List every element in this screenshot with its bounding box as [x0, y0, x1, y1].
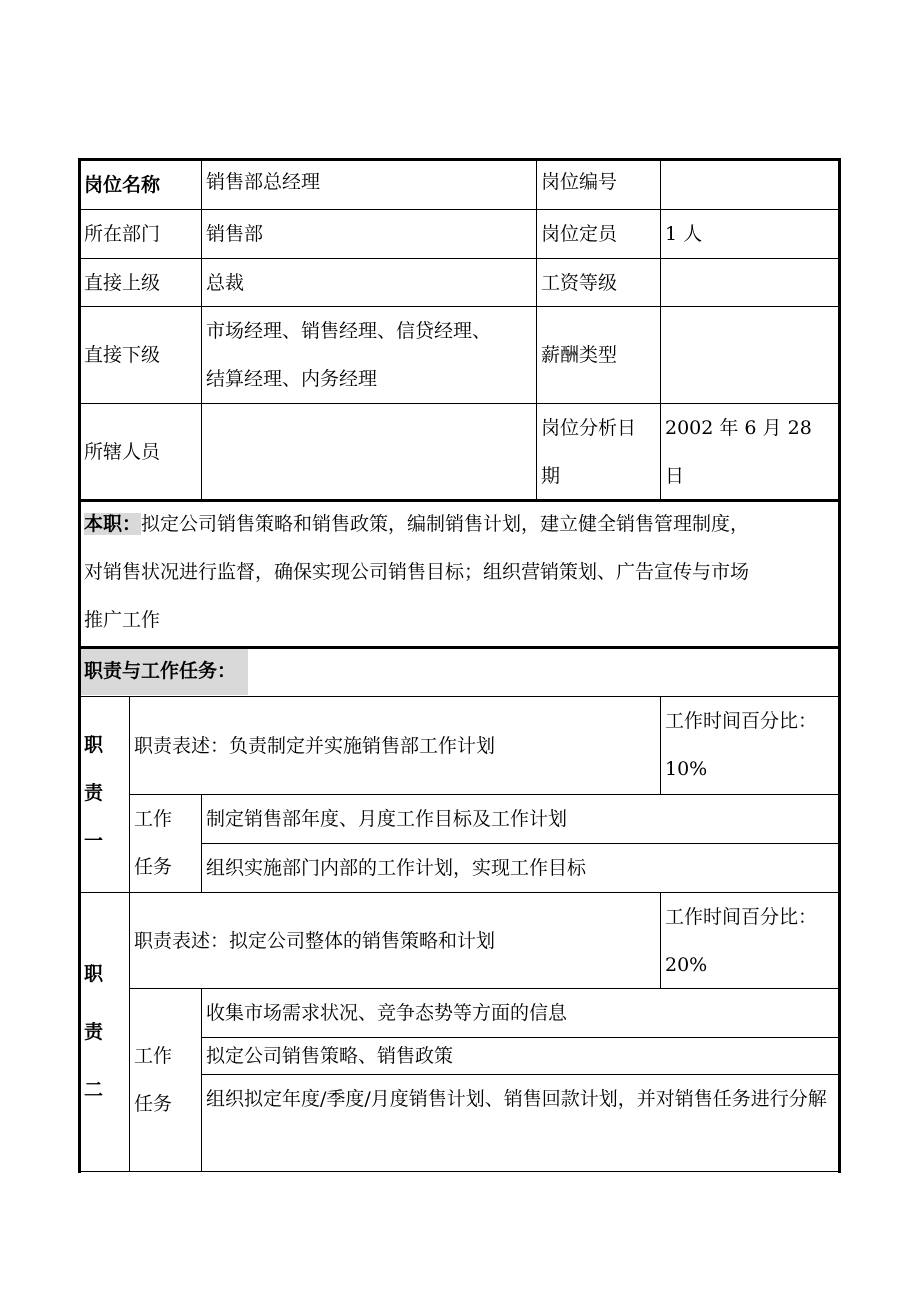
subordinates-line: 市场经理、销售经理、信贷经理、 [206, 320, 492, 342]
summary-label: 本职： [84, 513, 142, 535]
summary-line: 对销售状况进行监督，确保实现公司销售目标；组织营销策划、广告宣传与市场 [84, 561, 750, 583]
table-left-rule [78, 158, 81, 1173]
duty-name-char: 责 [84, 1021, 104, 1043]
duty-name-char: 责 [84, 782, 104, 804]
label-subordinates: 直接下级 [79, 306, 202, 404]
section-rule [79, 646, 841, 649]
task-label-line: 任务 [134, 856, 173, 878]
duties-header-row [79, 646, 839, 697]
duty-2-name [79, 892, 130, 1172]
value-subordinates [201, 306, 537, 404]
label-line: 期 [541, 465, 561, 487]
duty-2-task: 拟定公司销售策略、销售政策 [201, 1037, 839, 1075]
label-department: 所在部门 [79, 209, 202, 259]
label-pay-type: 薪酬类型 [536, 306, 661, 404]
task-label-line: 工作 [134, 1045, 173, 1067]
value-analysis-date [660, 403, 839, 500]
duty-1-time-percentage [660, 696, 839, 795]
duty-name-char: 二 [84, 1079, 104, 1101]
summary-section [79, 499, 839, 647]
duty-1-description: 职责表述：负责制定并实施销售部工作计划 [129, 696, 661, 795]
duty-name-char: 职 [84, 734, 104, 756]
task-label-line: 工作 [134, 808, 173, 830]
duty-2-description: 职责表述：拟定公司整体的销售策略和计划 [129, 892, 661, 989]
date-line: 日 [665, 465, 685, 487]
value-staff [201, 403, 537, 500]
pct-label: 工作时间百分比： [665, 906, 818, 928]
label-job-code: 岗位编号 [536, 159, 661, 210]
duty-name-char: 职 [84, 963, 104, 985]
table-top-rule [79, 158, 841, 161]
label-job-title: 岗位名称 [79, 159, 202, 210]
value-department: 销售部 [201, 209, 537, 259]
subordinates-line: 结算经理、内务经理 [206, 368, 378, 390]
label-salary-grade: 工资等级 [536, 258, 661, 307]
duty-2-time-percentage [660, 892, 839, 989]
pct-label: 工作时间百分比： [665, 710, 818, 732]
label-staff: 所辖人员 [79, 403, 202, 500]
task-label-line: 任务 [134, 1093, 173, 1115]
duty-2-task: 组织拟定年度/季度/月度销售计划、销售回款计划，并对销售任务进行分解 [201, 1074, 839, 1172]
label-headcount: 岗位定员 [536, 209, 661, 259]
duty-1-task: 制定销售部年度、月度工作目标及工作计划 [201, 794, 839, 844]
pct-value: 20% [665, 954, 708, 976]
value-salary-grade [660, 258, 839, 307]
value-pay-type [660, 306, 839, 404]
value-superior: 总裁 [201, 258, 537, 307]
duty-1-task: 组织实施部门内部的工作计划，实现工作目标 [201, 843, 839, 893]
label-line: 岗位分析日 [541, 417, 637, 439]
label-superior: 直接上级 [79, 258, 202, 307]
value-headcount: 1 人 [660, 209, 839, 259]
duty-2-task-label [129, 988, 202, 1172]
duties-header: 职责与工作任务： [80, 647, 248, 695]
duty-2-task: 收集市场需求状况、竞争态势等方面的信息 [201, 988, 839, 1038]
value-job-title: 销售部总经理 [201, 159, 537, 210]
pct-value: 10% [665, 758, 708, 780]
date-line: 2002 年 6 月 28 [665, 417, 812, 439]
duty-1-name [79, 696, 130, 893]
summary-line: 拟定公司销售策略和销售政策，编制销售计划，建立健全销售管理制度， [141, 513, 750, 535]
summary-line: 推广工作 [84, 609, 161, 631]
label-analysis-date [536, 403, 661, 500]
duty-1-task-label [129, 794, 202, 893]
duty-name-char: 一 [84, 830, 104, 852]
table-right-rule [838, 158, 841, 1173]
section-rule [79, 499, 841, 502]
value-job-code [660, 159, 839, 210]
